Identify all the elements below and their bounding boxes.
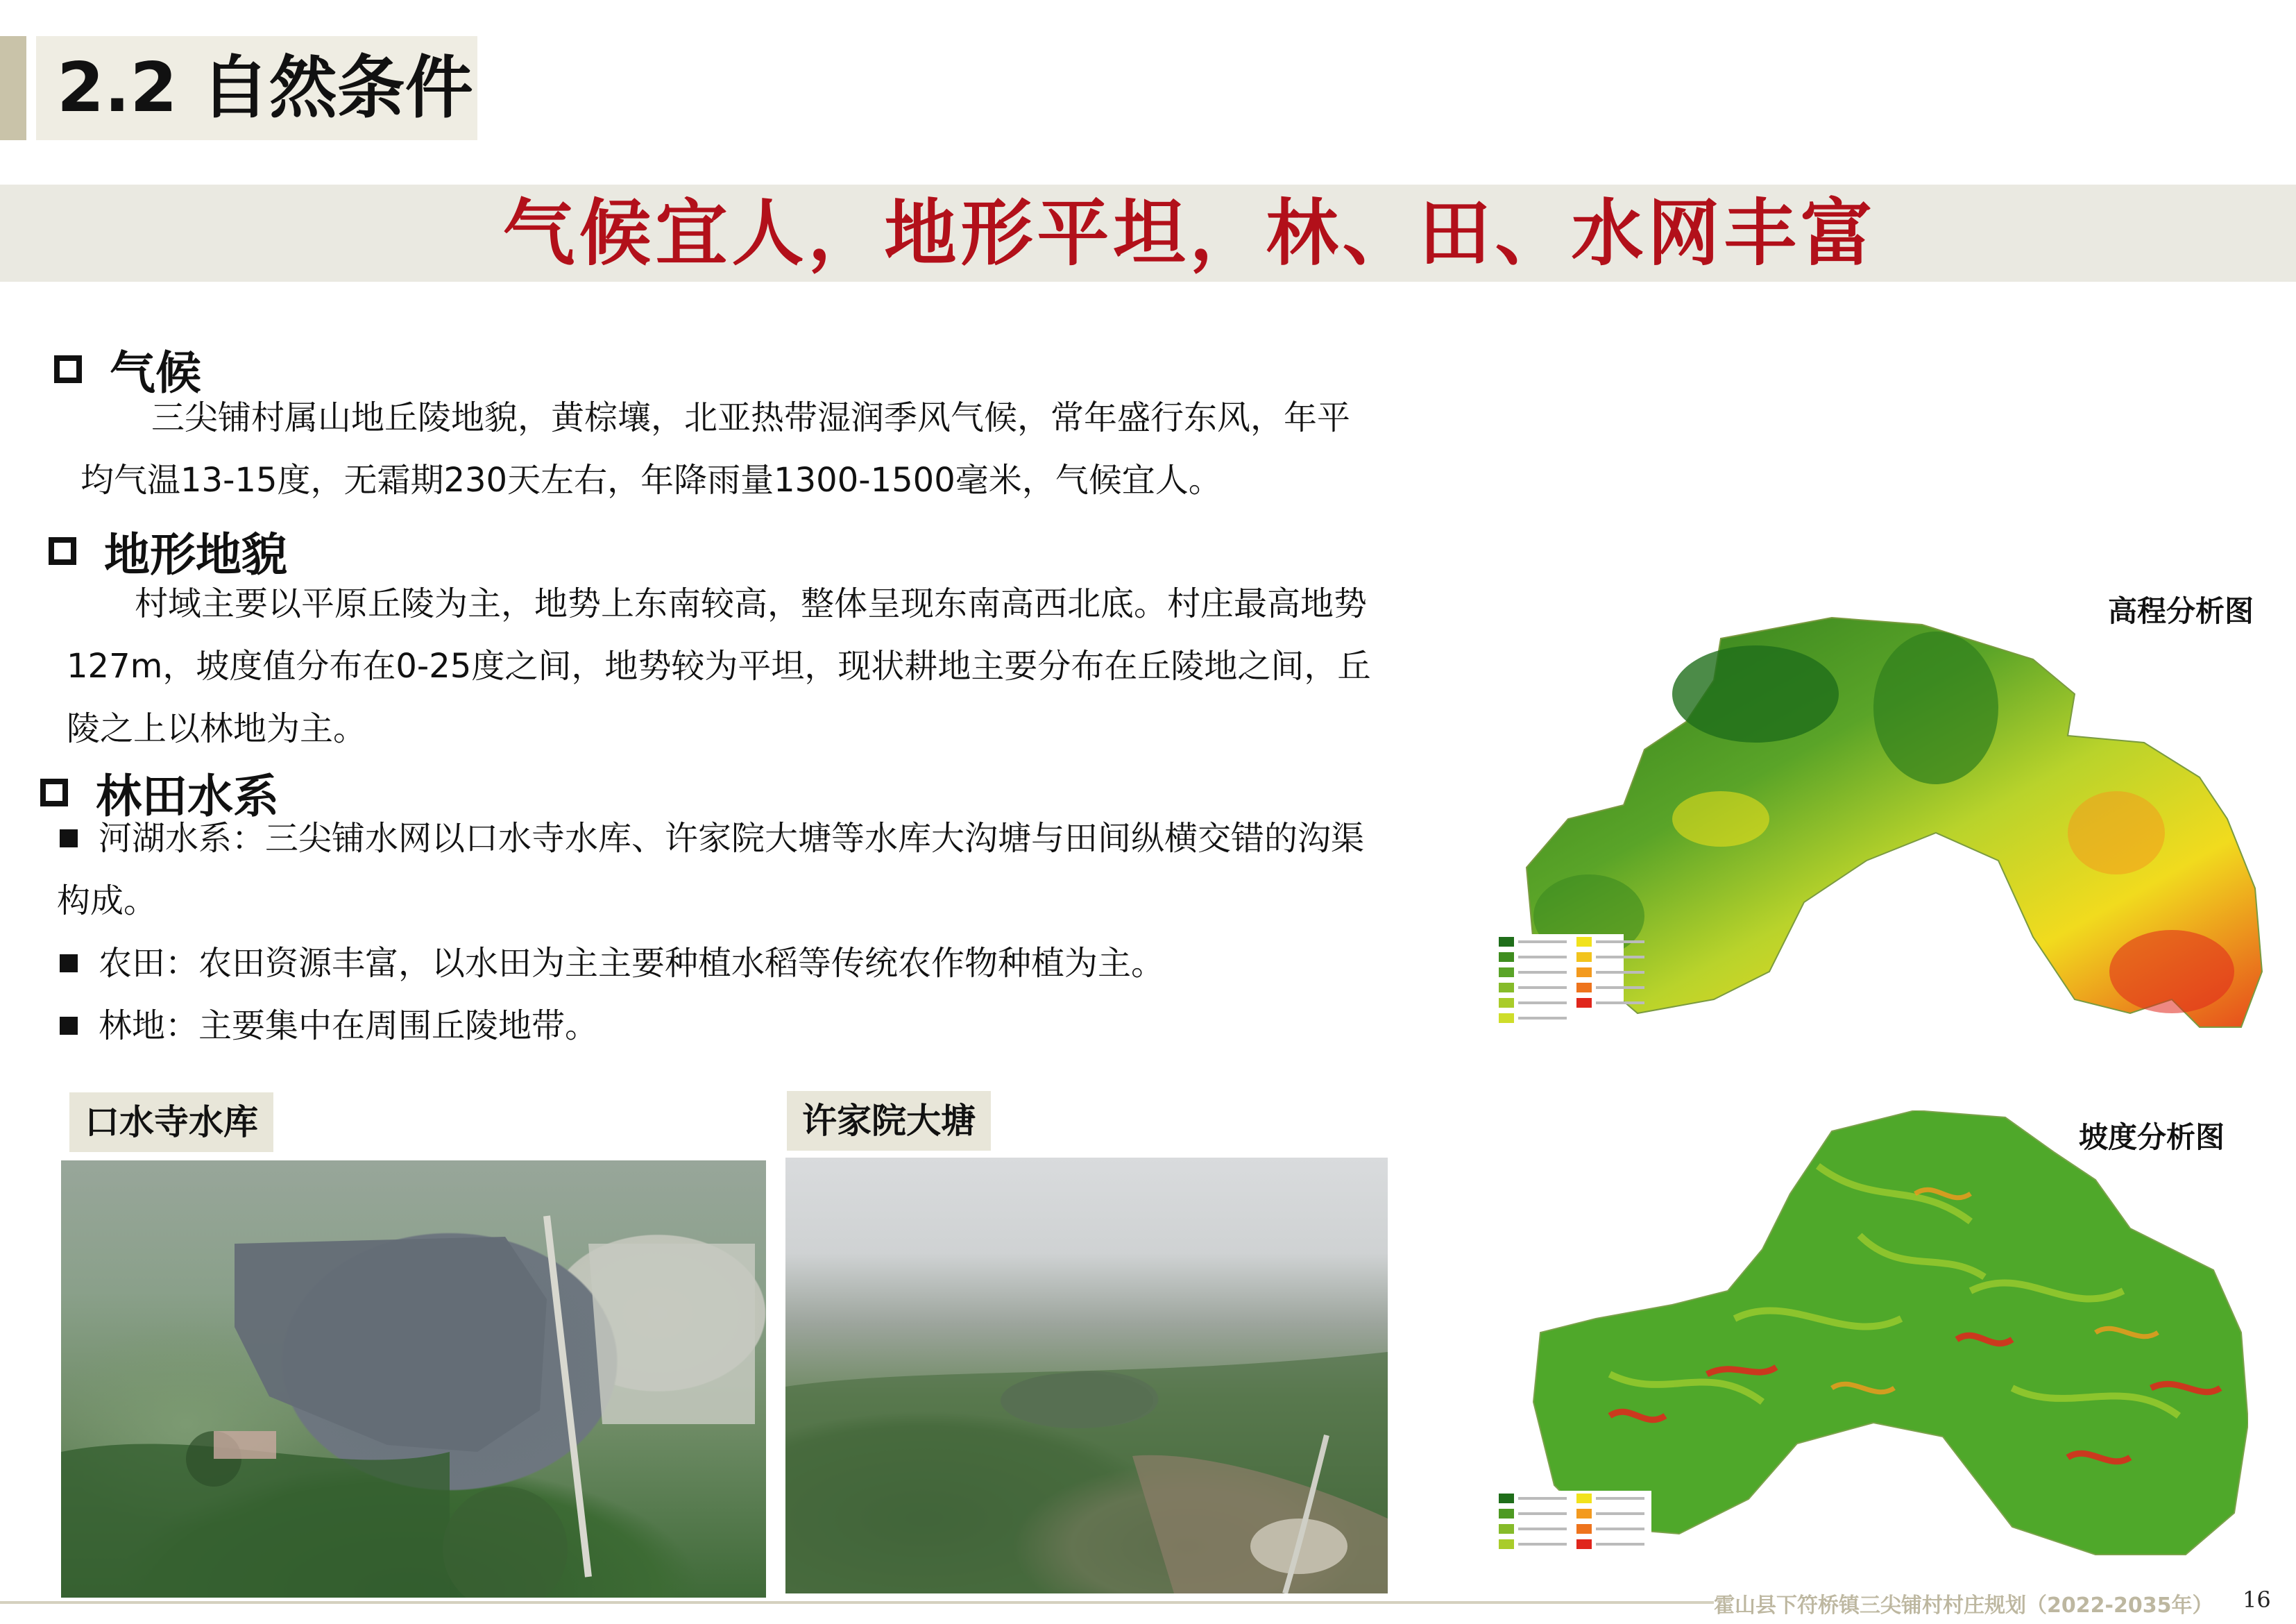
climate-text-2: 均气温13-15度，无霜期230天左右，年降雨量1300-1500毫米，气候宜人。: [80, 461, 1222, 500]
elevation-legend: [1499, 934, 1624, 1045]
climate-text-1: 三尖铺村属山地丘陵地貌，黄棕壤，北亚热带湿润季风气候，常年盛行东风，年平: [151, 398, 1351, 437]
footer-rule: [0, 1601, 1714, 1604]
bullet-square-icon: [60, 829, 78, 847]
bullet-water: 河湖水系：三尖铺水网以口水寺水库、许家院大塘等水库大沟塘与田间纵横交错的沟渠: [60, 808, 1364, 869]
climate-heading-label: 气候: [110, 346, 201, 400]
headline: 气候宜人，地形平坦，林、田、水网丰富: [502, 190, 1877, 276]
slope-region-shape: [1533, 1110, 2248, 1555]
forest-water-heading-label: 林田水系: [96, 770, 279, 823]
elevation-map-title: 高程分析图: [2108, 594, 2254, 628]
title-accent-bar: [0, 36, 26, 140]
bullet-water-cont: 构成。: [57, 881, 158, 920]
bullet-square-icon: [60, 954, 78, 972]
footer-plan-title: 霍山县下符桥镇三尖铺村村庄规划（2022-2035年）: [1714, 1593, 2213, 1618]
terrain-text-2: 127m，坡度值分布在0-25度之间，地势较为平坦，现状耕地主要分布在丘陵地之间，丘: [67, 647, 1371, 686]
photo-caption-pond: 许家院大塘: [787, 1091, 991, 1151]
terrain-heading-label: 地形地貌: [104, 528, 287, 582]
checkbox-square-icon: [49, 537, 76, 565]
reservoir-photo-art: [61, 1160, 766, 1598]
pond-photo-art: [785, 1158, 1388, 1593]
page-number: 16: [2243, 1587, 2271, 1613]
pond-aerial-photo: [785, 1158, 1388, 1593]
slope-legend: [1499, 1491, 1651, 1567]
terrain-text-3: 陵之上以林地为主。: [67, 709, 367, 748]
bullet-square-icon: [60, 1017, 78, 1035]
reservoir-aerial-photo: [61, 1160, 766, 1598]
bullet-forest: 林地：主要集中在周围丘陵地带。: [60, 995, 598, 1056]
terrain-text-1: 村域主要以平原丘陵为主，地势上东南较高，整体呈现东南高西北底。村庄最高地势: [135, 584, 1368, 623]
checkbox-square-icon: [40, 779, 68, 806]
checkbox-square-icon: [54, 355, 82, 383]
photo-caption-reservoir: 口水寺水库: [69, 1092, 273, 1152]
slope-map-title: 坡度分析图: [2079, 1120, 2225, 1154]
bullet-farmland: 农田：农田资源丰富，以水田为主主要种植水稻等传统农作物种植为主。: [60, 933, 1164, 994]
section-title: 2.2 自然条件: [36, 36, 477, 140]
headline-band: [0, 185, 2296, 282]
